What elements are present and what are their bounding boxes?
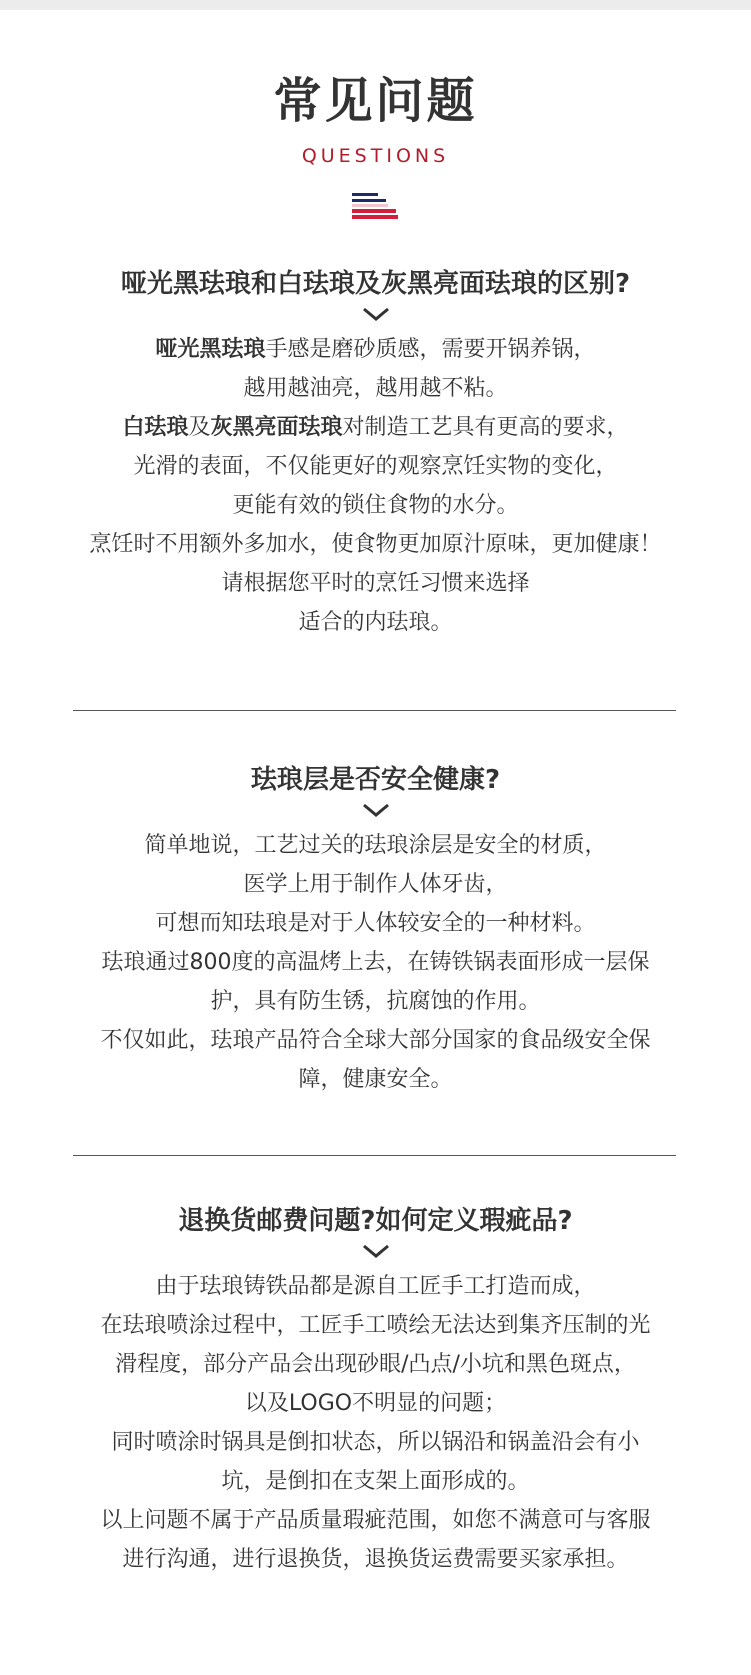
answer-line: 烹饪时不用额外多加水，使食物更加原汁原味，更加健康！ [89, 532, 662, 557]
answer-line: 不仅如此，珐琅产品符合全球大部分国家的食品级安全保 [100, 1028, 651, 1053]
answer-line: 更能有效的锁住食物的水分。 [232, 493, 519, 518]
chevron-down-icon [361, 304, 391, 324]
answer-text: 手感是磨砂质感，需要开锅养锅， [265, 337, 596, 362]
faq-answer [60, 330, 691, 642]
faq-item-1 [60, 264, 691, 642]
top-strip [0, 0, 751, 10]
answer-text: 及 [188, 415, 211, 440]
answer-line: 适合的内珐琅。 [298, 610, 453, 635]
chevron-down-icon [361, 1241, 391, 1261]
answer-line: 珐琅通过800度的高温烤上去，在铸铁锅表面形成一层保 [101, 950, 650, 975]
section-divider [73, 1155, 676, 1156]
answer-line: 以上问题不属于产品质量瑕疵范围，如您不满意可与客服 [100, 1508, 651, 1533]
answer-line: 医学上用于制作人体牙齿， [243, 872, 508, 897]
faq-answer [60, 826, 691, 1099]
emphasis-text: 灰黑亮面珐琅 [210, 415, 343, 440]
answer-line [60, 408, 691, 447]
faq-answer [60, 1267, 691, 1579]
answer-line: 坑，是倒扣在支架上面形成的。 [221, 1469, 530, 1494]
answer-line: 由于珐琅铸铁品都是源自工匠手工打造而成， [155, 1274, 596, 1299]
answer-line: 越用越油亮，越用越不粘。 [243, 376, 508, 401]
faq-item-2 [60, 760, 691, 1099]
page-subtitle: QUESTIONS [301, 145, 450, 167]
answer-line: 同时喷涂时锅具是倒扣状态，所以锅沿和锅盖沿会有小 [111, 1430, 640, 1455]
answer-line: 以及LOGO不明显的问题； [244, 1391, 507, 1416]
answer-line: 在珐琅喷涂过程中，工匠手工喷绘无法达到集齐压制的光 [100, 1313, 651, 1338]
page-title: 常见问题 [273, 73, 478, 129]
emphasis-text: 哑光黑珐琅 [155, 337, 266, 362]
answer-line: 光滑的表面，不仅能更好的观察烹饪实物的变化， [133, 454, 618, 479]
faq-question: 退换货邮费问题?如何定义瑕疵品? [178, 1206, 573, 1236]
chevron-down-icon [361, 800, 391, 820]
answer-line: 简单地说，工艺过关的珐琅涂层是安全的材质， [144, 833, 607, 858]
answer-line: 进行沟通，进行退换货，退换货运费需要买家承担。 [122, 1547, 629, 1572]
answer-line: 障，健康安全。 [298, 1067, 453, 1092]
tricolor-lines-icon [352, 193, 400, 219]
answer-line: 滑程度，部分产品会出现砂眼/凸点/小坑和黑色斑点， [115, 1352, 636, 1377]
answer-line: 护，具有防生锈，抗腐蚀的作用。 [210, 989, 541, 1014]
section-divider [73, 710, 676, 711]
answer-line: 请根据您平时的烹饪习惯来选择 [221, 571, 530, 596]
faq-item-3 [60, 1201, 691, 1579]
faq-question: 珐琅层是否安全健康? [250, 765, 501, 795]
answer-line: 可想而知珐琅是对于人体较安全的一种材料。 [155, 911, 596, 936]
answer-line [60, 330, 691, 369]
answer-text: 对制造工艺具有更高的要求， [342, 415, 629, 440]
page-header [0, 62, 751, 170]
faq-question: 哑光黑珐琅和白珐琅及灰黑亮面珐琅的区别? [120, 269, 631, 299]
emphasis-text: 白珐琅 [122, 415, 189, 440]
